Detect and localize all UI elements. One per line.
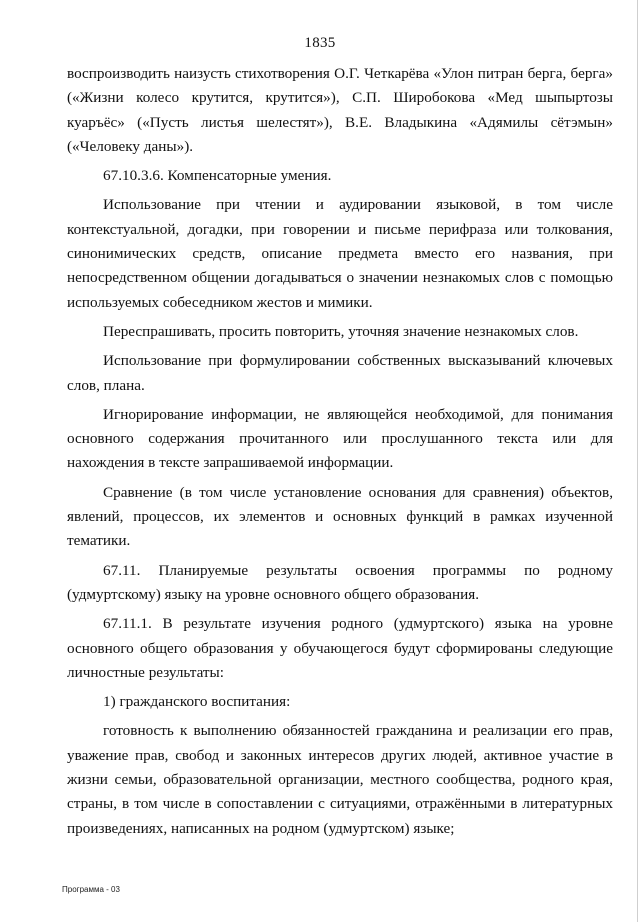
paragraph: Использование при чтении и аудировании языковой, в том числе контекстуальной, догадки, при говорении и письме перифраза или толкования, синонимических средств, описание предмета вместо его названия, при непосредственном общении догадываться о значении незнакомых слов с помощью используемых собеседником жестов и мимики. [67,196,613,311]
footer-note: Программа - 03 [62,885,120,894]
paragraph: Игнорирование информации, не являющейся необходимой, для понимания основного содержания прочитанного или прослушанного текста или для нахождения в тексте запрашиваемой информации. [67,405,613,472]
section-heading: 67.10.3.6. Компенсаторные умения. [103,167,332,185]
scan-edge-line [637,0,638,922]
paragraph: Использование при формулировании собственных высказываний ключевых слов, плана. [67,352,613,394]
paragraph: Переспрашивать, просить повторить, уточняя значение незнакомых слов. [103,322,579,340]
page-number: 1835 [304,35,336,51]
paragraph: Сравнение (в том числе установление основания для сравнения) объектов, явлений, процессов, их элементов и основных функций в рамках изученной тематики. [67,483,613,550]
list-heading: 1) гражданского воспитания: [103,693,291,711]
section-heading: 67.11. Планируемые результаты освоения программы по родному (удмуртскому) языку на уровне основного общего образования. [67,561,613,603]
body-text [67,62,613,841]
paragraph: 67.11.1. В результате изучения родного (удмуртского) языка на уровне основного общего образования у обучающегося будут сформированы следующие личностные результаты: [67,615,613,681]
paragraph: готовность к выполнению обязанностей гражданина и реализации его прав, уважение прав, свобод и законных интересов других людей, активное участие в жизни семьи, образовательной организации, местного сообщества, родного края, страны, в том числе в сопоставлении с ситуациями, отражёнными в литературных произведениях, написанных на родном (удмуртском) языке; [67,722,613,837]
paragraph-continuation: воспроизводить наизусть стихотворения О.Г. Четкарёва «Улон питран берга, берга» («Жизни колесо крутится, крутится»), С.П. Широбокова «Мед шыпыртозы куаръёс» («Пусть листья шелестят»), В.Е. Владыкина «Адямилы сётэмын» («Человеку даны»). [67,65,613,155]
